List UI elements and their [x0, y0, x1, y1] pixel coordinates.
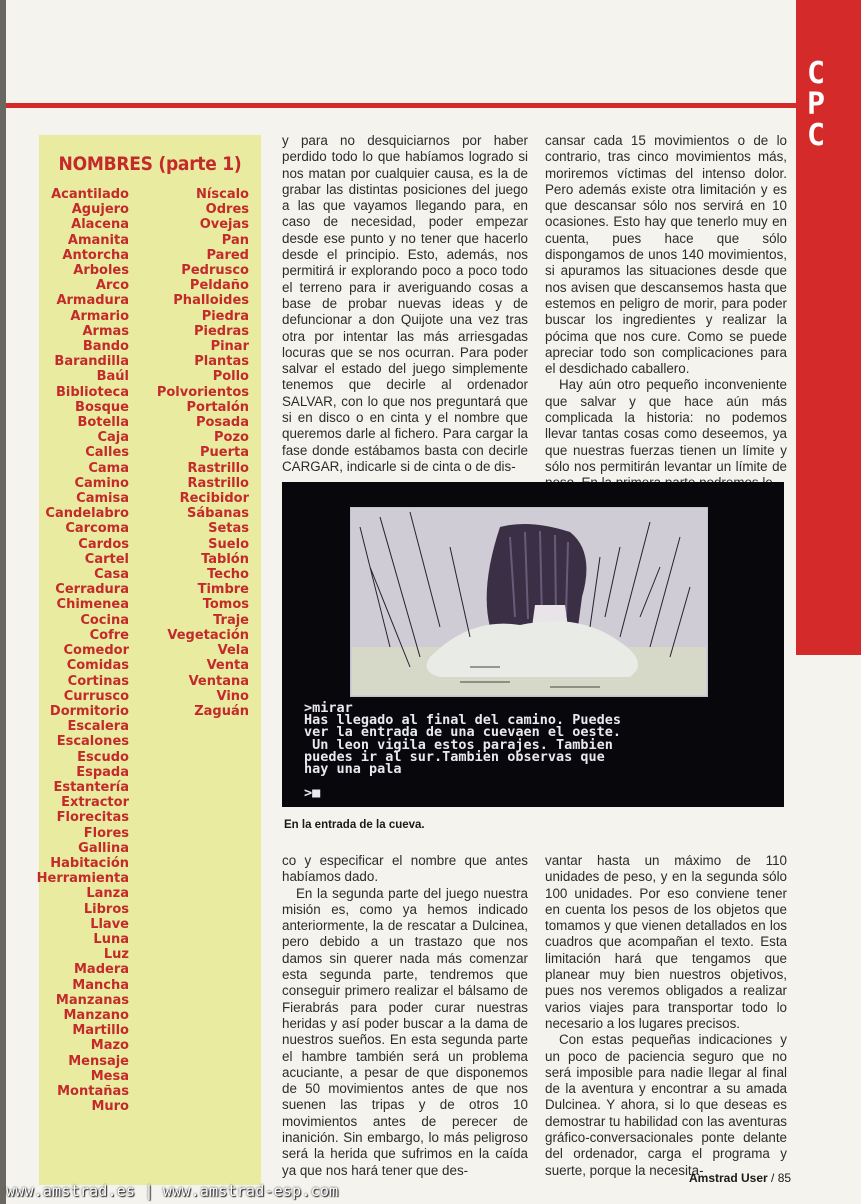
noun-item: Traje [213, 612, 249, 628]
noun-item: Polvorientos [156, 384, 249, 400]
noun-item: Cardos [78, 536, 129, 552]
cave-drawing [350, 507, 708, 697]
noun-item: Luz [103, 947, 129, 963]
noun-item: Cofre [89, 627, 129, 643]
noun-item: Candelabro [45, 506, 129, 522]
noun-item: Bando [82, 339, 129, 355]
terminal-line: hay una pala [304, 761, 402, 778]
noun-item: Dormitorio [49, 703, 129, 719]
noun-item: Florecitas [56, 810, 129, 826]
noun-item: Armario [70, 308, 129, 324]
noun-item: Manzano [63, 1007, 129, 1023]
noun-item: Ovejas [199, 217, 249, 233]
noun-item: Pozo [214, 430, 249, 446]
noun-item: Chimenea [56, 597, 129, 613]
noun-item: Posada [195, 415, 249, 431]
sidebar-title: NOMBRES (parte 1) [58, 153, 242, 175]
noun-item: Piedras [193, 323, 249, 339]
noun-item: Carcoma [65, 521, 129, 537]
noun-item: Rastrillo [187, 475, 249, 491]
noun-item: Espada [76, 764, 129, 780]
noun-item: Arboles [73, 263, 129, 279]
noun-item: Venta [206, 658, 249, 674]
article-column-1 [282, 133, 528, 475]
noun-item: Casa [94, 567, 129, 583]
noun-item: Llave [90, 916, 129, 932]
page-number: / 85 [771, 1171, 792, 1185]
noun-item: Pedrusco [181, 263, 249, 279]
noun-item: Tablón [201, 551, 249, 567]
terminal-line: >mirar [304, 700, 353, 716]
noun-item: Acantilado [51, 187, 129, 202]
article-paragraph: co y especificar el nombre que antes habíamos dado. [282, 853, 528, 885]
noun-item: Escudo [77, 749, 129, 765]
page-footer [689, 1171, 791, 1185]
noun-item: Barandilla [54, 354, 129, 370]
noun-item: Comedor [63, 643, 129, 659]
terminal-line: ver la entrada de una cuevaen el oeste. [304, 724, 621, 741]
article-paragraph: cansar cada 15 movimientos o de lo contrario, tras cinco movimientos más, moriremos víctimas del intenso dolor. Pero además existe otra limitación y es que descansar sólo nos servirá en 10 ocasiones. Esto hay que tenerlo muy en cuenta, pues hace que sólo dispongamos de unos 140 movimientos, si apuramos las situaciones desde que nos avisen que descansemos hasta que estemos en peligro de morir, para poder buscar los ingredientes y realizar la pócima que nos cure. Como se puede apreciar todo son complicaciones para el desdichado caballero. [545, 133, 787, 377]
noun-item: Camino [74, 475, 129, 491]
noun-item: Portalón [186, 399, 249, 415]
noun-item: Zaguán [194, 703, 249, 719]
noun-item: Mesa [90, 1068, 129, 1084]
noun-item: Antorcha [62, 247, 129, 263]
noun-item: Gallina [78, 840, 129, 856]
noun-item: Puerta [200, 445, 249, 461]
noun-item: Armadura [56, 293, 129, 309]
terminal-line: Has llegado al final del camino. Puedes [304, 712, 621, 729]
noun-item: Tomos [202, 597, 249, 613]
noun-item: Ventana [188, 673, 249, 689]
article-paragraph: vantar hasta un máximo de 110 unidades de peso, y en la segunda sólo 100 unidades. Por eso conviene tener en cuenta los pesos de los objetos que tomamos y que vienen detallados en los cuadros que acompañan el texto. Esta limitación hará que tengamos que planear muy bien nuestros objetivos, pues nos veremos obligados a realizar varios viajes para transportar todo lo necesario a los lugares precisos. [545, 853, 787, 1031]
noun-item: Armas [82, 323, 129, 339]
noun-item: Cortinas [67, 673, 129, 689]
noun-item: Cerradura [55, 582, 129, 598]
noun-item: Cama [88, 460, 129, 476]
noun-item: Rastrillo [187, 460, 249, 476]
noun-item: Setas [208, 521, 249, 537]
noun-item: Pan [221, 232, 249, 248]
terminal-line [304, 775, 621, 787]
noun-item: Níscalo [196, 187, 249, 202]
article-paragraph: En la segunda parte del juego nuestra misión es, como ya hemos indicado anteriormente, la de rescatar a Dulcinea, pero debido a un trastazo que nos damos sin querer nada más comenzar esta segunda parte, tendremos que conseguir primero realizar el bálsamo de Fierabrás para poder curar nuestras heridas y así poder buscar a la dama de nuestros sueños. En esta segunda parte el hambre también será un problema acuciante, a pesar de que disponemos de 50 movimientos antes de que nos suenen las tripas y de otros 10 movimientos antes de perecer de inanición. Sin embargo, lo más peligroso será la herida que sufrimos en la caída ya que nos hará tener que des- [282, 885, 528, 1178]
noun-item: Flores [83, 825, 129, 841]
section-letter: C [806, 118, 826, 153]
noun-item: Suelo [208, 536, 249, 552]
article-column-4 [545, 853, 787, 1179]
noun-item: Escalones [56, 734, 129, 750]
article-column-3 [282, 853, 528, 1179]
noun-item: Botella [77, 415, 129, 431]
noun-item: Lanza [86, 886, 129, 902]
noun-item: Comidas [66, 658, 129, 674]
header-rule [6, 103, 796, 108]
noun-item: Vino [216, 688, 249, 704]
page-binding-edge [0, 0, 6, 1204]
noun-item: Pollo [212, 369, 249, 385]
noun-item: Manzanas [55, 992, 129, 1008]
cave-scene-illustration [350, 507, 708, 697]
noun-item: Recibidor [179, 491, 249, 507]
noun-item: Arco [95, 278, 129, 294]
noun-item: Herramienta [36, 871, 129, 887]
noun-item: Cartel [84, 551, 129, 567]
noun-item: Mensaje [68, 1053, 129, 1069]
noun-item: Bosque [75, 399, 129, 415]
magazine-name: Amstrad User [689, 1171, 768, 1185]
section-letter: C [806, 56, 826, 91]
websites-watermark: www.amstrad.es | www.amstrad-esp.com [6, 1182, 339, 1200]
article-column-2 [545, 133, 787, 492]
article-paragraph: Hay aún otro pequeño inconveniente que salvar y que hace aún más complicada la historia: no podemos llevar tantas cosas como deseemos, ya que nuestras fuerzas tienen un límite y sólo nos permitirán levantar un límite de [545, 377, 787, 474]
noun-item: Luna [93, 931, 129, 947]
noun-item: Sábanas [187, 506, 249, 522]
noun-item: Alacena [71, 217, 129, 233]
noun-item: Baúl [96, 369, 129, 385]
section-letter: P [806, 87, 826, 122]
noun-item: Pinar [210, 339, 249, 355]
screenshot-caption: En la entrada de la cueva. [284, 819, 425, 831]
noun-item: Estantería [53, 779, 129, 795]
section-label [796, 58, 836, 151]
noun-item: Peldaño [189, 278, 249, 294]
noun-item: Odres [205, 202, 249, 218]
noun-item: Biblioteca [55, 384, 129, 400]
noun-item: Vela [217, 643, 249, 659]
noun-item: Cocina [80, 612, 129, 628]
noun-item: Libros [83, 901, 129, 917]
article-paragraph: Con estas pequeñas indicaciones y un poco de paciencia seguro que no será imposible para nadie llegar al final de la aventura y encontrar a su amada Dulcinea. Y ahora, si lo que deseas es demostrar tu habilidad con las aventuras gráfico-conversacionales ponte delante del ordenador, carga el programa y suerte, porque la necesita- [545, 1032, 787, 1178]
noun-item: Mancha [72, 977, 129, 993]
noun-item: Amanita [67, 232, 129, 248]
noun-item: Timbre [197, 582, 249, 598]
noun-item: Vegetación [167, 627, 249, 643]
nouns-sidebar [36, 135, 261, 1185]
noun-item: Escalera [67, 719, 129, 735]
noun-item: Martillo [72, 1023, 129, 1039]
noun-item: Caja [97, 430, 129, 446]
noun-item: Muro [91, 1099, 129, 1115]
terminal-line: Un leon vigila estos parajes. Tambien [304, 736, 613, 753]
game-screenshot [282, 482, 784, 807]
noun-item: Montañas [57, 1083, 129, 1099]
noun-item: Currusco [63, 688, 129, 704]
noun-item: Extractor [61, 795, 129, 811]
noun-item: Piedra [201, 308, 249, 324]
noun-item: Techo [207, 567, 249, 583]
game-text-output [304, 700, 621, 802]
noun-item: Plantas [194, 354, 249, 370]
nouns-left-column [29, 187, 129, 1114]
noun-item: Mazo [90, 1038, 129, 1054]
article-paragraph: y para no desquiciarnos por haber perdido todo lo que habíamos logrado si nos matan por cualquier causa, es la de grabar las distintas posiciones del juego a las que vayamos llegando para, en caso de necesidad, poder empezar desde ese punto y no tener que hacerlo desde el principio. Esto, además, nos permitirá ir explorando poco a poco todo el terreno para ir averiguando cosas a base de probar nuevas ideas y de defuncionar a don Quijote una vez tras otra por intentar las más arriesgadas locuras que se nos ocurran. Para poder salvar el estado del juego simplemente tenemos que decirle al ordenador SALVAR, con lo que nos preguntará que si en disco o en cinta y el nombre que queremos darle al fichero. Para cargar la fase donde estábamos basta con decirle CARGAR, indicarle si de cinta o de dis- [282, 133, 528, 474]
noun-item: Pared [206, 247, 249, 263]
terminal-line: >■ [304, 785, 321, 802]
noun-item: Habitación [50, 855, 129, 871]
noun-item: Calles [85, 445, 129, 461]
noun-item: Madera [73, 962, 129, 978]
noun-item: Camisa [76, 491, 129, 507]
terminal-line: puedes ir al sur.Tambien observas que [304, 748, 605, 765]
nouns-right-column [149, 187, 249, 719]
noun-item: Phalloides [173, 293, 249, 309]
noun-item: Agujero [71, 202, 129, 218]
